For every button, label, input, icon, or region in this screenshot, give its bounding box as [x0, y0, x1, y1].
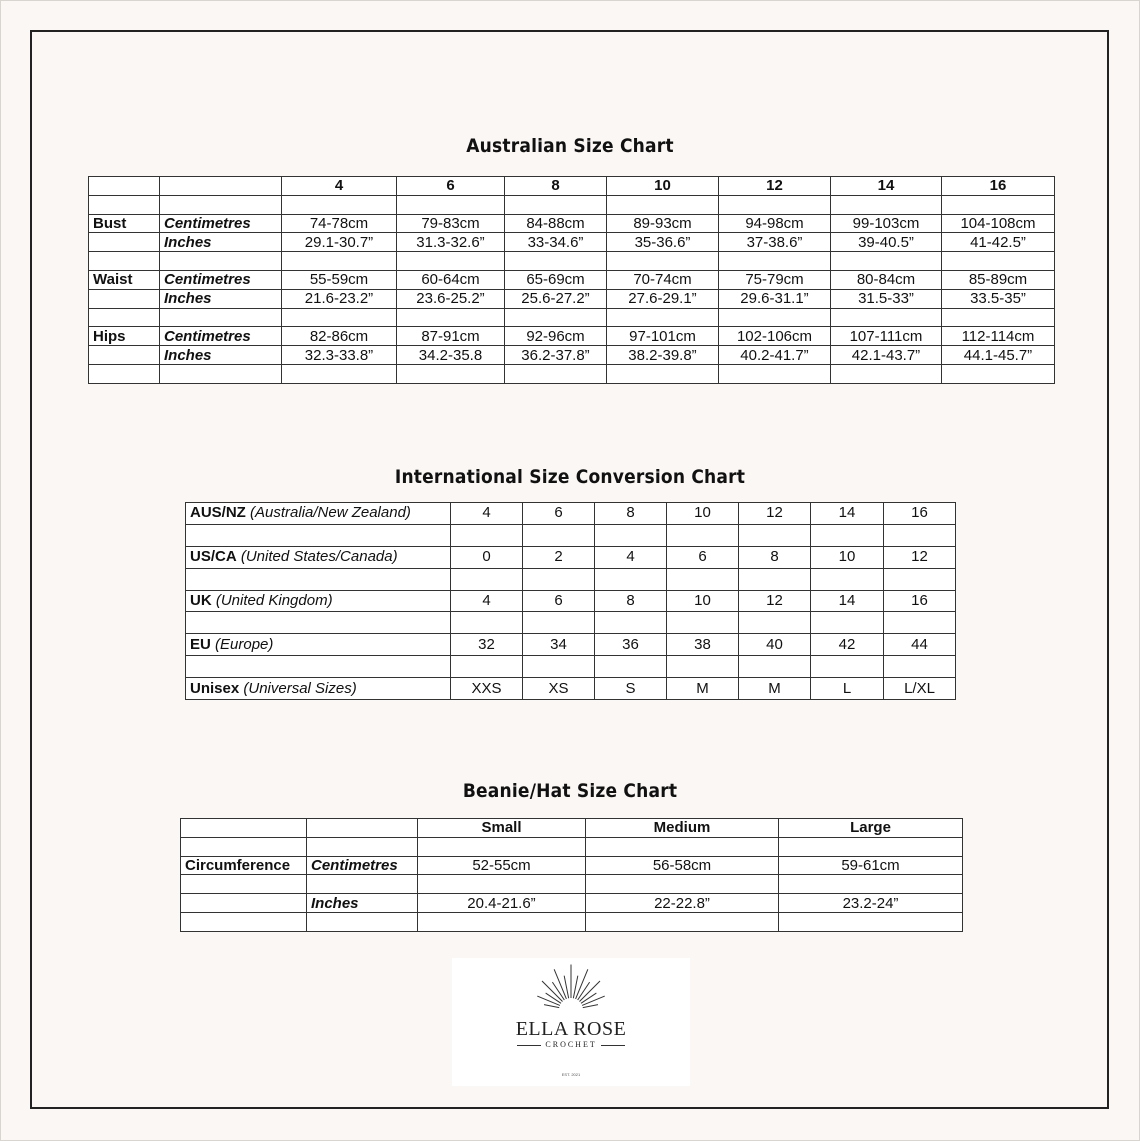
empty-cell	[451, 524, 523, 546]
measure-label: Circumference	[181, 856, 307, 875]
size-value: 107-111cm	[831, 327, 942, 346]
empty-cell	[884, 656, 956, 678]
size-header: 12	[719, 177, 831, 196]
size-value: 29.1-30.7”	[282, 233, 397, 252]
size-value: 80-84cm	[831, 270, 942, 289]
region-name: (Australia/New Zealand)	[245, 504, 411, 522]
size-value: 102-106cm	[719, 327, 831, 346]
empty-cell	[282, 195, 397, 214]
measure-label: Bust	[89, 214, 160, 233]
empty-cell	[89, 252, 160, 271]
size-value: 10	[667, 590, 739, 612]
spacer-row	[186, 656, 956, 678]
empty-cell	[89, 308, 160, 327]
empty-cell	[667, 524, 739, 546]
empty-cell	[586, 837, 779, 856]
empty-cell	[505, 364, 607, 383]
size-value: 12	[884, 546, 956, 568]
logo-text: ELLA ROSE	[515, 1018, 627, 1040]
size-value: 33.5-35”	[942, 289, 1055, 308]
size-value: 31.5-33”	[831, 289, 942, 308]
region-label	[186, 546, 451, 568]
region-code: Unisex	[190, 679, 240, 697]
size-value: 92-96cm	[505, 327, 607, 346]
empty-cell	[586, 912, 779, 931]
unit-label: Centimetres	[160, 214, 282, 233]
empty-cell	[451, 568, 523, 590]
empty-cell	[418, 875, 586, 894]
size-value: 52-55cm	[418, 856, 586, 875]
empty-cell	[418, 912, 586, 931]
empty-cell	[739, 612, 811, 634]
spacer-row	[89, 364, 1055, 383]
region-code: AUS/NZ	[190, 504, 246, 522]
table-row	[186, 678, 956, 700]
empty-cell	[181, 875, 307, 894]
size-value: 8	[739, 546, 811, 568]
size-value: 4	[451, 590, 523, 612]
spacer-row	[89, 308, 1055, 327]
size-value: 112-114cm	[942, 327, 1055, 346]
logo-subtext: CROCHET	[452, 1040, 690, 1049]
empty-cell	[719, 195, 831, 214]
logo-est: EST. 2021	[561, 1072, 581, 1077]
empty-cell	[523, 524, 595, 546]
region-code: US/CA	[190, 548, 237, 566]
empty-cell	[181, 894, 307, 913]
size-header: 10	[607, 177, 719, 196]
empty-cell	[811, 568, 884, 590]
size-value: 25.6-27.2”	[505, 289, 607, 308]
empty-cell	[811, 524, 884, 546]
measure-label	[89, 233, 160, 252]
empty-cell	[595, 612, 667, 634]
empty-cell	[884, 612, 956, 634]
measure-label	[89, 346, 160, 365]
empty-cell	[397, 308, 505, 327]
size-header: 6	[397, 177, 505, 196]
size-value: 14	[811, 503, 884, 525]
empty-cell	[160, 195, 282, 214]
unit-label: Inches	[307, 894, 418, 913]
region-label	[186, 634, 451, 656]
empty-cell	[595, 656, 667, 678]
size-value: XS	[523, 678, 595, 700]
size-value: 22-22.8”	[586, 894, 779, 913]
table-row	[186, 590, 956, 612]
empty-cell	[418, 837, 586, 856]
size-value: 56-58cm	[586, 856, 779, 875]
region-name: (Europe)	[210, 635, 274, 653]
empty-cell	[884, 524, 956, 546]
header-row	[89, 177, 1055, 196]
size-header: Large	[779, 819, 963, 838]
table-row	[89, 233, 1055, 252]
size-value: 104-108cm	[942, 214, 1055, 233]
size-value: 27.6-29.1”	[607, 289, 719, 308]
size-value: 6	[523, 590, 595, 612]
empty-cell	[282, 364, 397, 383]
unit-label: Inches	[160, 233, 282, 252]
empty-cell	[307, 912, 418, 931]
empty-cell	[397, 195, 505, 214]
measure-label: Hips	[89, 327, 160, 346]
empty-cell	[397, 364, 505, 383]
size-header: Medium	[586, 819, 779, 838]
empty-cell	[739, 656, 811, 678]
region-name: (Universal Sizes)	[239, 679, 357, 697]
size-value: 89-93cm	[607, 214, 719, 233]
empty-cell	[160, 308, 282, 327]
table-row	[89, 327, 1055, 346]
empty-cell	[505, 195, 607, 214]
size-value: 74-78cm	[282, 214, 397, 233]
size-value: L	[811, 678, 884, 700]
unit-label: Inches	[160, 289, 282, 308]
empty-cell	[89, 364, 160, 383]
size-value: M	[739, 678, 811, 700]
size-value: 14	[811, 590, 884, 612]
empty-cell	[779, 837, 963, 856]
intl-chart-title: International Size Conversion Chart	[394, 466, 746, 488]
table-row	[186, 634, 956, 656]
empty-cell	[719, 364, 831, 383]
size-value: 29.6-31.1”	[719, 289, 831, 308]
size-header: 8	[505, 177, 607, 196]
empty-cell	[942, 308, 1055, 327]
spacer-row	[89, 195, 1055, 214]
empty-cell	[831, 308, 942, 327]
size-value: 16	[884, 590, 956, 612]
region-label	[186, 590, 451, 612]
table-row	[181, 894, 963, 913]
size-value: 32	[451, 634, 523, 656]
size-value: L/XL	[884, 678, 956, 700]
spacer-row	[186, 524, 956, 546]
size-header: 16	[942, 177, 1055, 196]
size-value: 42.1-43.7”	[831, 346, 942, 365]
size-value: 65-69cm	[505, 270, 607, 289]
size-value: 40.2-41.7”	[719, 346, 831, 365]
empty-cell	[523, 612, 595, 634]
unit-label: Inches	[160, 346, 282, 365]
empty-cell	[667, 656, 739, 678]
spacer-row	[186, 568, 956, 590]
size-value: 59-61cm	[779, 856, 963, 875]
size-header: 14	[831, 177, 942, 196]
unit-label: Centimetres	[160, 327, 282, 346]
empty-cell	[884, 568, 956, 590]
empty-cell	[607, 195, 719, 214]
table-row	[89, 289, 1055, 308]
empty-cell	[719, 252, 831, 271]
empty-cell	[282, 252, 397, 271]
empty-cell	[186, 524, 451, 546]
empty-cell	[831, 252, 942, 271]
table-row	[89, 346, 1055, 365]
size-value: 2	[523, 546, 595, 568]
size-value: 97-101cm	[607, 327, 719, 346]
empty-cell	[595, 568, 667, 590]
empty-cell	[595, 524, 667, 546]
empty-cell	[397, 252, 505, 271]
unit-label: Centimetres	[307, 856, 418, 875]
spacer-row	[181, 875, 963, 894]
region-label	[186, 503, 451, 525]
size-value: 34	[523, 634, 595, 656]
size-value: 8	[595, 590, 667, 612]
au-size-table	[88, 176, 1055, 384]
empty-cell	[667, 568, 739, 590]
table-row	[186, 546, 956, 568]
empty-cell	[181, 819, 307, 838]
spacer-row	[89, 252, 1055, 271]
size-value: 33-34.6”	[505, 233, 607, 252]
empty-cell	[282, 308, 397, 327]
size-value: 12	[739, 590, 811, 612]
size-value: 44	[884, 634, 956, 656]
empty-cell	[831, 364, 942, 383]
size-value: 87-91cm	[397, 327, 505, 346]
empty-cell	[523, 656, 595, 678]
empty-cell	[739, 568, 811, 590]
empty-cell	[89, 177, 160, 196]
intl-conversion-table	[185, 502, 956, 700]
size-value: 0	[451, 546, 523, 568]
table-row	[89, 270, 1055, 289]
hat-chart-title: Beanie/Hat Size Chart	[462, 780, 678, 802]
empty-cell	[831, 195, 942, 214]
empty-cell	[307, 837, 418, 856]
empty-cell	[181, 837, 307, 856]
size-value: 38.2-39.8”	[607, 346, 719, 365]
size-value: 41-42.5”	[942, 233, 1055, 252]
size-value: 6	[523, 503, 595, 525]
empty-cell	[607, 364, 719, 383]
spacer-row	[181, 837, 963, 856]
empty-cell	[181, 912, 307, 931]
measure-label	[89, 289, 160, 308]
measure-label: Waist	[89, 270, 160, 289]
empty-cell	[89, 195, 160, 214]
empty-cell	[186, 612, 451, 634]
sunburst-icon	[452, 958, 690, 1018]
size-value: 12	[739, 503, 811, 525]
size-value: 75-79cm	[719, 270, 831, 289]
size-value: 94-98cm	[719, 214, 831, 233]
empty-cell	[451, 612, 523, 634]
empty-cell	[942, 195, 1055, 214]
unit-label: Centimetres	[160, 270, 282, 289]
empty-cell	[186, 656, 451, 678]
region-name: (United Kingdom)	[211, 592, 333, 609]
brand-logo	[452, 958, 690, 1086]
size-value: 21.6-23.2”	[282, 289, 397, 308]
table-row	[181, 856, 963, 875]
size-value: 8	[595, 503, 667, 525]
table-row	[186, 503, 956, 525]
empty-cell	[942, 364, 1055, 383]
size-value: 82-86cm	[282, 327, 397, 346]
empty-cell	[779, 875, 963, 894]
size-value: 23.6-25.2”	[397, 289, 505, 308]
size-value: 37-38.6”	[719, 233, 831, 252]
size-value: 31.3-32.6”	[397, 233, 505, 252]
hat-size-table	[180, 818, 963, 932]
size-value: 79-83cm	[397, 214, 505, 233]
empty-cell	[186, 568, 451, 590]
empty-cell	[160, 177, 282, 196]
size-value: 34.2-35.8	[397, 346, 505, 365]
size-value: M	[667, 678, 739, 700]
size-value: 60-64cm	[397, 270, 505, 289]
size-value: 38	[667, 634, 739, 656]
empty-cell	[811, 612, 884, 634]
size-value: 85-89cm	[942, 270, 1055, 289]
size-value: 44.1-45.7”	[942, 346, 1055, 365]
size-value: 32.3-33.8”	[282, 346, 397, 365]
region-name: (United States/Canada)	[236, 548, 398, 566]
header-row	[181, 819, 963, 838]
size-value: 36	[595, 634, 667, 656]
size-header: Small	[418, 819, 586, 838]
size-value: 10	[811, 546, 884, 568]
empty-cell	[607, 252, 719, 271]
size-value: S	[595, 678, 667, 700]
size-value: XXS	[451, 678, 523, 700]
size-header: 4	[282, 177, 397, 196]
spacer-row	[186, 612, 956, 634]
empty-cell	[719, 308, 831, 327]
empty-cell	[811, 656, 884, 678]
empty-cell	[667, 612, 739, 634]
size-value: 4	[595, 546, 667, 568]
empty-cell	[451, 656, 523, 678]
region-code: EU	[190, 635, 211, 653]
empty-cell	[307, 819, 418, 838]
size-value: 84-88cm	[505, 214, 607, 233]
region-label	[186, 678, 451, 700]
size-value: 6	[667, 546, 739, 568]
au-chart-title: Australian Size Chart	[466, 135, 674, 157]
region-code: UK	[190, 592, 212, 609]
size-value: 70-74cm	[607, 270, 719, 289]
size-value: 36.2-37.8”	[505, 346, 607, 365]
empty-cell	[307, 875, 418, 894]
size-value: 23.2-24”	[779, 894, 963, 913]
empty-cell	[739, 524, 811, 546]
size-value: 4	[451, 503, 523, 525]
size-value: 35-36.6”	[607, 233, 719, 252]
empty-cell	[505, 308, 607, 327]
size-value: 42	[811, 634, 884, 656]
size-value: 16	[884, 503, 956, 525]
size-value: 40	[739, 634, 811, 656]
table-row	[89, 214, 1055, 233]
spacer-row	[181, 912, 963, 931]
empty-cell	[942, 252, 1055, 271]
size-value: 39-40.5”	[831, 233, 942, 252]
empty-cell	[523, 568, 595, 590]
empty-cell	[779, 912, 963, 931]
empty-cell	[586, 875, 779, 894]
size-value: 55-59cm	[282, 270, 397, 289]
size-value: 20.4-21.6”	[418, 894, 586, 913]
empty-cell	[607, 308, 719, 327]
empty-cell	[160, 252, 282, 271]
empty-cell	[505, 252, 607, 271]
empty-cell	[160, 364, 282, 383]
size-value: 99-103cm	[831, 214, 942, 233]
size-value: 10	[667, 503, 739, 525]
